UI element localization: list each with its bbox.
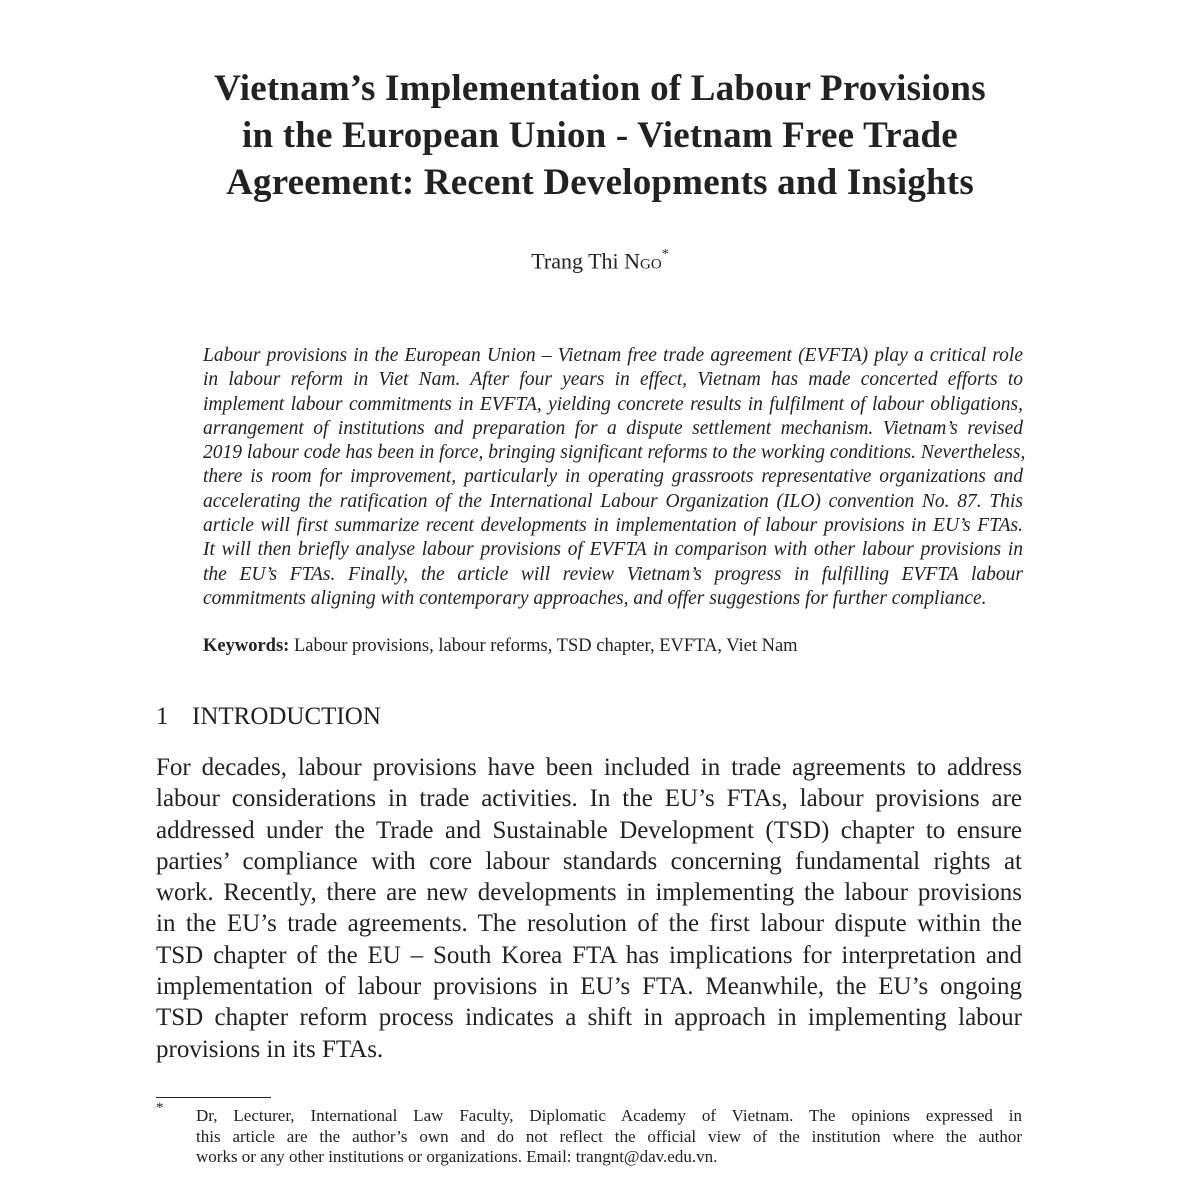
body-line: For decades, labour provisions have been included in trade agreements to address <box>156 754 1022 781</box>
abstract-line: arrangement of institutions and preparation for a dispute settlement mechanism. Vietnam’s revised <box>203 417 1023 439</box>
section-title: INTRODUCTION <box>192 703 381 730</box>
keywords-text: Labour provisions, labour reforms, TSD chapter, EVFTA, Viet Nam <box>289 636 798 656</box>
abstract-line: there is room for improvement, particularly in operating grassroots representative organizations and <box>203 466 1023 488</box>
abstract-line: article will first summarize recent developments in implementation of labour provisions in EU’s FTAs. <box>203 515 1023 537</box>
keywords-label: Keywords: <box>203 636 290 656</box>
footnote-mark: * <box>156 1100 164 1116</box>
abstract-line: It will then briefly analyse labour provisions of EVFTA in comparison with other labour provisions in <box>203 539 1023 561</box>
author-footnote-mark: * <box>661 247 669 262</box>
abstract-line: commitments aligning with contemporary approaches, and offer suggestions for further compliance. <box>203 587 987 609</box>
abstract-line: the EU’s FTAs. Finally, the article will review Vietnam’s progress in fulfilling EVFTA labour <box>203 563 1023 585</box>
abstract-line: in labour reform in Viet Nam. After four years in effect, Vietnam has made concerted efforts to <box>203 369 1023 391</box>
body-line: parties’ compliance with core labour standards concerning fundamental rights at <box>156 847 1022 875</box>
body-line: addressed under the Trade and Sustainable Development (TSD) chapter to ensure <box>156 816 1022 844</box>
title-line: Vietnam’s Implementation of Labour Provisions <box>214 67 986 109</box>
footnote-line: works or any other institutions or organizations. Email: trangnt@dav.edu.vn. <box>196 1147 718 1166</box>
article-title <box>150 65 1050 206</box>
footnote-line: Dr, Lecturer, International Law Faculty, Diplomatic Academy of Vietnam. The opinions expressed in <box>196 1106 1022 1125</box>
body-line: TSD chapter reform process indicates a shift in approach in implementing labour <box>156 1004 1022 1032</box>
footnote <box>196 1106 1022 1168</box>
abstract-line: Labour provisions in the European Union – Vietnam free trade agreement (EVFTA) play a critical role <box>203 345 1023 366</box>
section-number: 1 <box>156 703 169 730</box>
footnote-divider <box>156 1097 271 1098</box>
section-heading <box>156 700 381 734</box>
abstract-line: implement labour commitments in EVFTA, yielding concrete results in fulfilment of labour obligations, <box>203 393 1023 415</box>
abstract-line: 2019 labour code has been in force, bringing significant reforms to the working conditions. Nevertheless, <box>203 442 1026 464</box>
body-line: work. Recently, there are new developments in implementing the labour provisions <box>156 879 1022 907</box>
abstract-line: accelerating the ratification of the International Labour Organization (ILO) convention No. 87. This <box>203 490 1023 512</box>
body-line: labour considerations in trade activities. In the EU’s FTAs, labour provisions are <box>156 785 1022 813</box>
body-line: implementation of labour provisions in EU’s FTA. Meanwhile, the EU’s ongoing <box>156 973 1022 1001</box>
abstract <box>203 344 1026 611</box>
introduction-paragraph <box>156 752 1022 1065</box>
author-given-name: Trang Thi <box>531 248 625 274</box>
footnote-line: this article are the author’s own and do not reflect the official view of the institution where the author <box>196 1126 1022 1146</box>
keywords <box>203 633 1023 659</box>
body-line: TSD chapter of the EU – South Korea FTA has implications for interpretation and <box>156 941 1022 969</box>
title-line: in the European Union - Vietnam Free Trade <box>242 114 958 156</box>
title-line: Agreement: Recent Developments and Insights <box>226 161 974 203</box>
author-line <box>300 242 900 276</box>
body-line: in the EU’s trade agreements. The resolution of the first labour dispute within the <box>156 910 1022 938</box>
body-line: provisions in its FTAs. <box>156 1035 384 1063</box>
author-family-name: Ngo <box>624 248 662 274</box>
